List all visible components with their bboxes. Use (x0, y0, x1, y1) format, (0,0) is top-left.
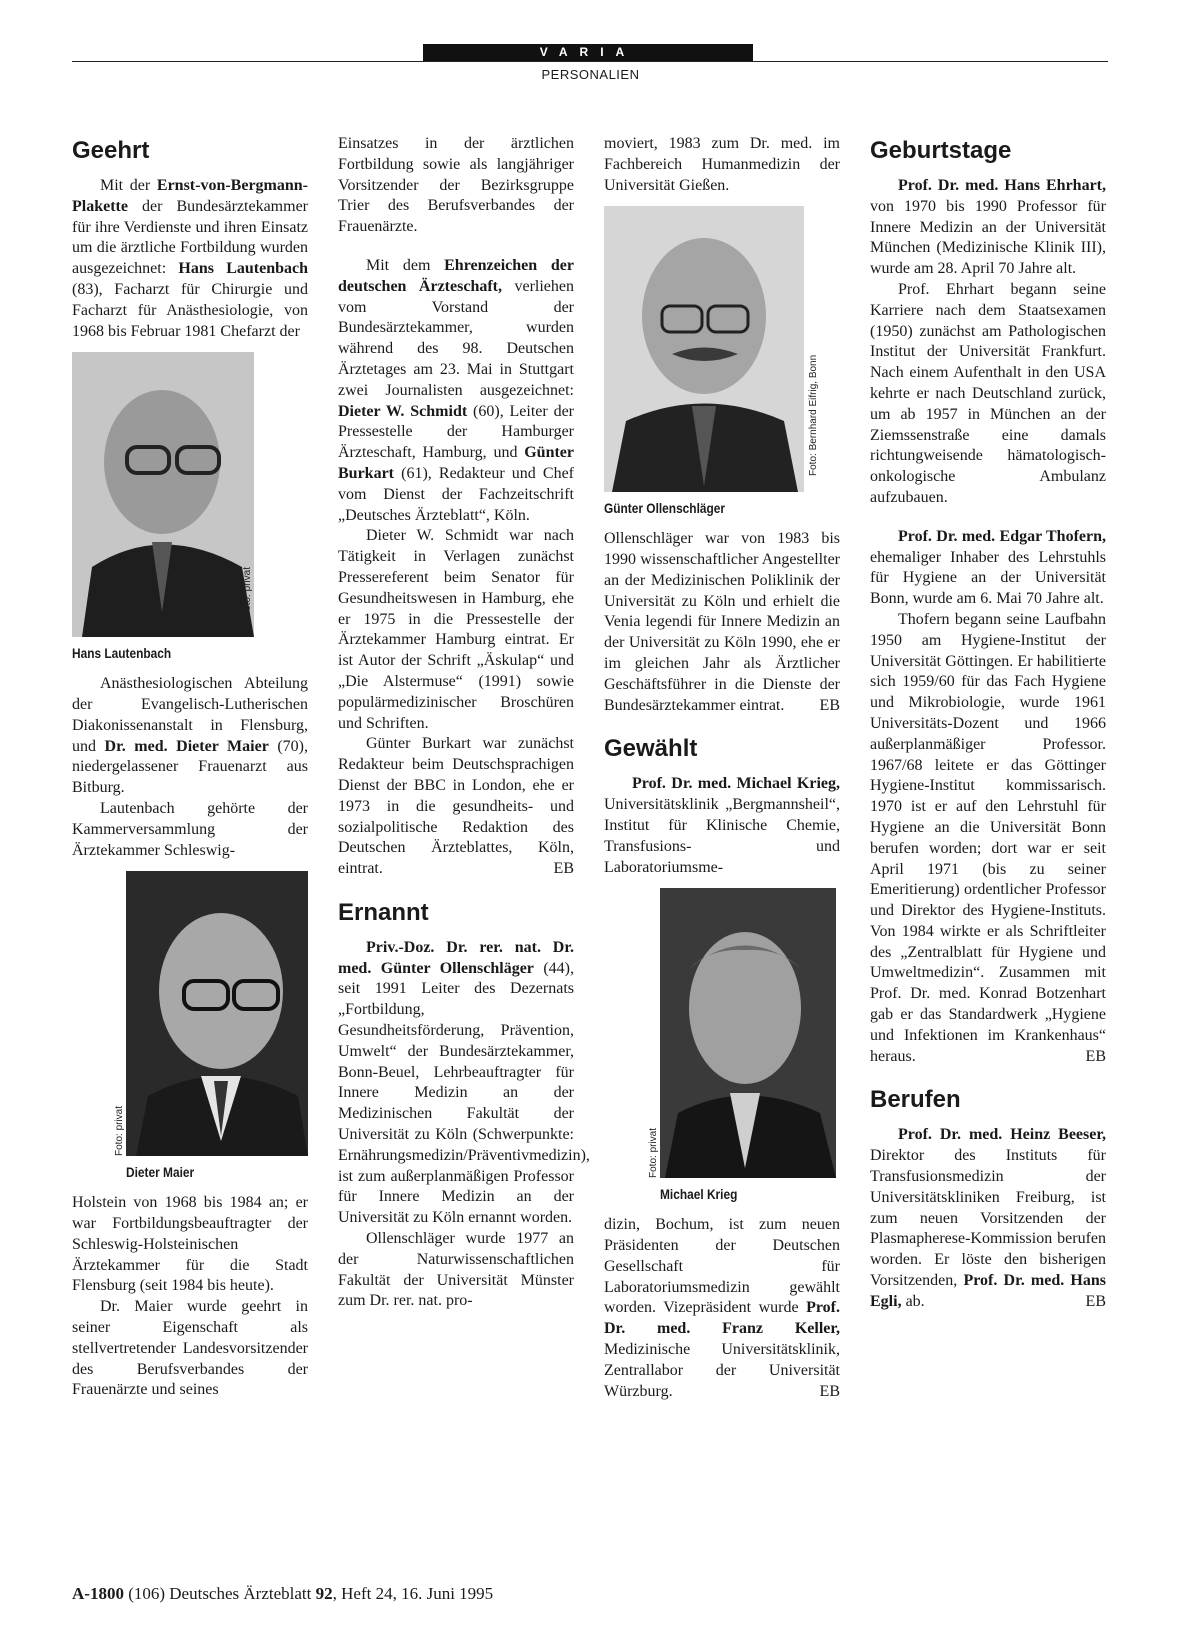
col1-paragraph: Lautenbach gehörte der Kammerversammlung der Ärztekammer Schleswig- (72, 799, 308, 859)
col3-paragraph: dizin, Bochum, ist zum neuen Präsidenten der Deutschen Gesellschaft für Laboratoriumsmedizin gewählt worden. Vizepräsident wurde Prof. Dr. med. Franz Keller, Medizinische Universitätsklinik, Zentrallabor der Universität Würzburg. EB (604, 1216, 840, 1400)
col4-paragraph: Prof. Dr. med. Heinz Beeser, Direktor des Instituts für Transfusionsmedizin der Universitätskliniken Freiburg, ist zum neuen Vorsitzenden der Plasmapherese-Kommission berufen worden. Er löste den bisherigen Vorsitzenden, Prof. Dr. med. Hans Egli, ab. EB (870, 1126, 1106, 1310)
photo-caption: Michael Krieg (660, 1186, 738, 1203)
section-label: PERSONALIEN (541, 67, 640, 82)
col1-paragraph: Holstein von 1968 bis 1984 an; er war Fortbildungsbeauftragter der Schleswig-Holsteinischen Ärztekammer für die Stadt Flensburg (seit 1984 bis heute). (72, 1194, 308, 1295)
col3-paragraph: moviert, 1983 zum Dr. med. im Fachbereich Humanmedizin der Universität Gießen. (604, 135, 840, 194)
col2-paragraph: Einsatzes in der ärztlichen Fortbildung sowie als langjähriger Vorsitzender der Bezirksgruppe Trier des Berufsverbandes der Frauenärzte. (338, 135, 574, 236)
photo-credit: Foto: Bernhard Eifrig, Bonn (808, 355, 819, 477)
col2-paragraph: Ollenschläger wurde 1977 an der Naturwissenschaftlichen Fakultät der Universität Münster zum Dr. rer. nat. pro- (338, 1230, 574, 1310)
column-3 (604, 134, 840, 1402)
heading-gewaehlt: Gewählt (604, 735, 698, 763)
column-2 (338, 134, 590, 1312)
portrait-image (126, 871, 308, 1156)
column-4 (870, 136, 1106, 1313)
portrait-image (72, 352, 254, 637)
heading-geburtstage: Geburtstage (870, 137, 1012, 164)
col1-paragraph: Dr. Maier wurde geehrt in seiner Eigenschaft als stellvertretender Landesvorsitzender des Berufsverbandes der Frauenärzte und seines (72, 1298, 308, 1399)
col3-paragraph: Ollenschläger war von 1983 bis 1990 wissenschaftlicher Angestellter an der Medizinischen Poliklinik der Universität zu Köln und erhielt die Venia legendi für Innere Medizin an der Universität zu Köln 1990, ehe er im gleichen Jahr als Ärztlicher Geschäftsführer in die Dienste der Bundesärztekammer eintrat. EB (604, 530, 840, 714)
header-rule (72, 61, 1108, 62)
photo-ollenschlaeger (604, 206, 819, 492)
photo-credit: Foto: privat (114, 1106, 125, 1157)
col4-paragraph: Prof. Dr. med. Hans Ehrhart, von 1970 bis 1990 Professor für Innere Medizin an der Universität München (Medizinische Klinik III), wurde am 28. April 70 Jahre alt. (870, 177, 1106, 278)
portrait-image (660, 888, 836, 1178)
col2-paragraph: Dieter W. Schmidt war nach Tätigkeit in Verlagen zunächst Pressereferent beim Senator für Gesundheitswesen in Hamburg, ehe er 1975 in die Pressestelle der Ärztekammer Hamburg eintrat. Er ist Autor der Schrift „Äskulap“ und „Die Alstermuse“ (1991) sowie populärmedizinischer Broschüren und Schriften. (338, 527, 574, 732)
col1-paragraph: Anästhesiologischen Abteilung der Evangelisch-Lutherischen Diakonissenanstalt in Flensburg, und Dr. med. Dieter Maier (70), niedergelassener Frauenarzt aus Bitburg. (72, 675, 308, 797)
heading-geehrt: Geehrt (72, 137, 150, 164)
col2-paragraph: Mit dem Ehrenzeichen der deutschen Ärzteschaft, verliehen vom Vorstand der Bundesärztekammer, wurden während des 98. Deutschen Ärztetages am 23. Mai in Stuttgart zwei Journalisten ausgezeichnet: Dieter W. Schmidt (60), Leiter der Pressestelle der Hamburger Ärzteschaft, Hamburg, und Günter Burkart (61), Redakteur und Chef vom Dienst der Fachzeitschrift „Deutsches Ärzteblatt“, Köln. (338, 256, 575, 524)
photo-credit: Foto: privat (648, 1128, 659, 1179)
col2-paragraph: Priv.-Doz. Dr. rer. nat. Dr. med. Günter Ollenschläger (44), seit 1991 Leiter des Dezernats „Fortbildung, Gesundheitsförderung, Prävention, Umwelt“ der Bundesärztekammer, Bonn-Beuel, Lehrbeauftragter für Innere Medizin an der Medizinischen Fakultät der Universität zu Köln (Schwerpunkte: Ernährungsmedizin/Präventivmedizin), ist zum außerplanmäßigen Professor für Innere Medizin an der Universität zu Köln ernannt worden. (338, 938, 590, 1227)
photo-krieg (648, 888, 836, 1179)
col2-paragraph: Günter Burkart war zunächst Redakteur beim Deutschsprachigen Dienst der BBC in London, ehe er 1973 in die gesundheits- und sozialpolitische Redaktion des Deutschen Ärzteblattes, Köln, eintrat. EB (338, 735, 574, 878)
heading-berufen: Berufen (870, 1086, 961, 1114)
photo-caption: Hans Lautenbach (72, 645, 172, 662)
column-1 (72, 136, 308, 1401)
photo-credit: Foto: privat (242, 567, 253, 618)
col1-paragraph: Mit der Ernst-von-Bergmann-Plakette der Bundesärztekammer für ihre Verdienste und ihren Einsatz um die ärztliche Fortbildung wurden ausgezeichnet: Hans Lautenbach (83), Facharzt für Chirurgie und Facharzt für Anästhesiologie, von 1968 bis Februar 1981 Chefarzt der (72, 177, 308, 340)
col4-paragraph: Prof. Ehrhart begann seine Karriere nach dem Staatsexamen (1950) zunächst am Pathologischen Institut der Universität Frankfurt. Nach einem Aufenthalt in den USA kehrte er nach Deutschland zurück, um ab 1957 in München an der Ziemssenstraße eine damals richtungweisende hämatologisch-onkologische Ambulanz aufzubauen. (870, 280, 1106, 506)
portrait-image (604, 206, 804, 492)
photo-lautenbach (72, 352, 254, 637)
photo-caption: Dieter Maier (126, 1164, 195, 1181)
photo-caption: Günter Ollenschläger (604, 500, 726, 517)
col4-paragraph: Prof. Dr. med. Edgar Thofern, ehemaliger Inhaber des Lehrstuhls für Hygiene an der Universität Bonn, wurde am 6. Mai 70 Jahre alt. (870, 527, 1106, 608)
col4-paragraph: Thofern begann seine Laufbahn 1950 am Hygiene-Institut der Universität Göttingen. Er habilitierte sich 1959/60 für das Fach Hygiene und Mikrobiologie, wurde 1961 Universitäts-Dozent und 1966 außerplanmäßiger Professor. 1967/68 leitete er das Göttinger Hygiene-Institut kommissarisch. 1970 ist er auf den Lehrstuhl für Hygiene an die Universität Bonn berufen worden; dort war er seit April 1971 (bis zu seiner Emeritierung) ordentlicher Professor und Direktor des Hygiene-Instituts. Von 1984 wirkte er als Schriftleiter des „Zentralblatt für Hygiene und Umweltmedizin“. Zusammen mit Prof. Dr. med. Konrad Botzenhart gab er das Standardwerk „Hygiene und Infektionen im Krankenhaus“ heraus. EB (870, 610, 1106, 1065)
col3-paragraph: Prof. Dr. med. Michael Krieg, Universitätsklinik „Bergmannsheil“, Institut für Klinische Chemie, Transfusions- und Laboratoriumsme- (604, 775, 840, 876)
heading-ernannt: Ernannt (338, 898, 429, 926)
photo-maier (114, 871, 308, 1157)
varia-banner: VARIA (423, 44, 753, 61)
page-footer: A-1800 (106) Deutsches Ärzteblatt 92, Heft 24, 16. Juni 1995 (72, 1584, 494, 1603)
